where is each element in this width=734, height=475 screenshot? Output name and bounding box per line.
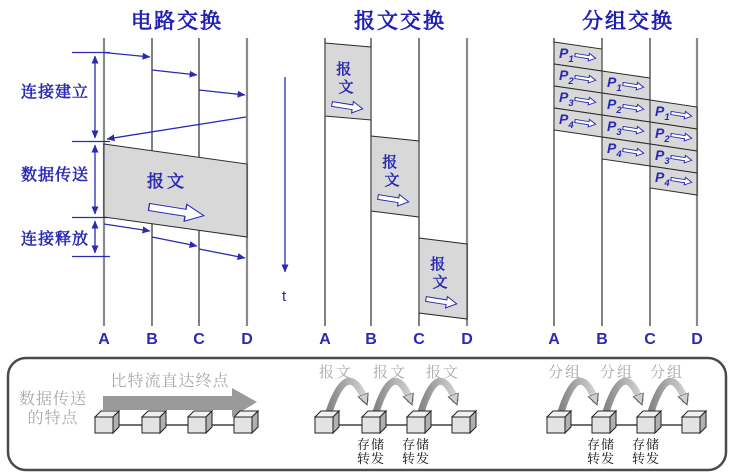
circuit-node-label-c: C xyxy=(193,331,205,348)
packet-label-p2: $P_2$ xyxy=(559,67,574,87)
panel-caption-line1: 数据传送 xyxy=(18,391,88,408)
router-cube-icon xyxy=(407,411,431,433)
message-node-label-d: D xyxy=(461,331,473,348)
store-forward-label: 转发 xyxy=(631,451,661,466)
circuit-note: 比特流直达终点 xyxy=(110,373,230,390)
packet-hop-b-c xyxy=(602,71,650,166)
message-node-label-b: B xyxy=(365,331,377,348)
router-cube-icon xyxy=(547,411,571,433)
router-cube-icon xyxy=(234,411,258,433)
packet-label-p2: $P_2$ xyxy=(655,125,670,145)
phase-label-connection-release: 连接释放 xyxy=(20,231,90,248)
time-axis-label: t xyxy=(282,288,287,305)
router-cube-icon xyxy=(188,411,212,433)
message-title: 报文交换 xyxy=(354,10,446,33)
packet-hop-c-d xyxy=(650,100,697,195)
router-cube-icon xyxy=(362,411,386,433)
release-arrow-b-c xyxy=(152,237,197,246)
panel-caption-line2: 的特点 xyxy=(27,410,79,427)
store-forward-label: 存储 xyxy=(631,437,661,452)
packet-label-p3: $P_3$ xyxy=(655,147,670,167)
router-cube-icon xyxy=(452,411,476,433)
setup-arrow-b-c xyxy=(152,70,197,75)
store-forward-label: 转发 xyxy=(356,451,386,466)
packet-node-label-d: D xyxy=(691,331,703,348)
circuit-node-label-a: A xyxy=(98,331,110,348)
router-cube-icon xyxy=(682,411,706,433)
message-node-label-c: C xyxy=(413,331,425,348)
packet-node-label-a: A xyxy=(548,331,560,348)
store-forward-label: 存储 xyxy=(356,437,386,452)
packet-label-p4: $P_4$ xyxy=(607,140,622,160)
circuit-node-label-b: B xyxy=(146,331,158,348)
phase-label-connection-setup: 连接建立 xyxy=(20,84,90,101)
circuit-switching-section xyxy=(21,9,253,348)
message-hop-label: 报文 xyxy=(372,364,408,381)
packet-node-label-b: B xyxy=(596,331,608,348)
setup-arrow-a-b xyxy=(104,53,150,58)
phase-label-data-transfer: 数据传送 xyxy=(20,167,90,184)
store-forward-label: 存储 xyxy=(586,437,616,452)
message-box-a-b-label: 报 文 xyxy=(336,61,354,96)
message-hop-label: 报文 xyxy=(318,364,354,381)
message-box-b-c-label: 报 文 xyxy=(382,154,400,189)
router-cube-icon xyxy=(95,411,119,433)
characteristics-panel xyxy=(8,358,726,470)
router-cube-icon xyxy=(142,411,166,433)
packet-label-p4: $P_4$ xyxy=(559,111,574,131)
time-axis xyxy=(282,77,287,305)
message-band-label: 报文 xyxy=(147,172,187,191)
packet-title: 分组交换 xyxy=(582,10,674,33)
packet-label-p1: $P_1$ xyxy=(559,45,574,65)
release-arrow-c-d xyxy=(199,249,245,258)
packet-label-p3: $P_3$ xyxy=(559,89,574,109)
packet-label-p3: $P_3$ xyxy=(607,118,622,138)
packet-label-p2: $P_2$ xyxy=(607,96,622,116)
packet-hop-label: 分组 xyxy=(599,364,635,381)
packet-hop-label: 分组 xyxy=(547,364,583,381)
message-switching-section xyxy=(319,9,473,348)
router-cube-icon xyxy=(637,411,661,433)
message-node-label-a: A xyxy=(319,331,331,348)
packet-hop-label: 分组 xyxy=(649,364,685,381)
circuit-title: 电路交换 xyxy=(131,10,223,33)
packet-node-label-c: C xyxy=(644,331,656,348)
setup-ack-arrow-d-a xyxy=(107,117,246,139)
router-cube-icon xyxy=(592,411,616,433)
packet-label-p1: $P_1$ xyxy=(607,74,622,94)
router-cube-icon xyxy=(315,411,339,433)
release-arrow-a-b xyxy=(104,224,150,231)
store-forward-label: 存储 xyxy=(401,437,431,452)
packet-label-p1: $P_1$ xyxy=(655,103,670,123)
packet-switching-section xyxy=(548,9,703,348)
store-forward-label: 转发 xyxy=(401,451,431,466)
circuit-node-label-d: D xyxy=(241,331,253,348)
packet-hop-a-b xyxy=(554,42,602,137)
message-box-c-d-label: 报 文 xyxy=(430,256,448,291)
store-forward-label: 转发 xyxy=(586,451,616,466)
packet-label-p4: $P_4$ xyxy=(655,169,670,189)
message-hop-label: 报文 xyxy=(425,364,461,381)
setup-arrow-c-d xyxy=(199,90,245,95)
